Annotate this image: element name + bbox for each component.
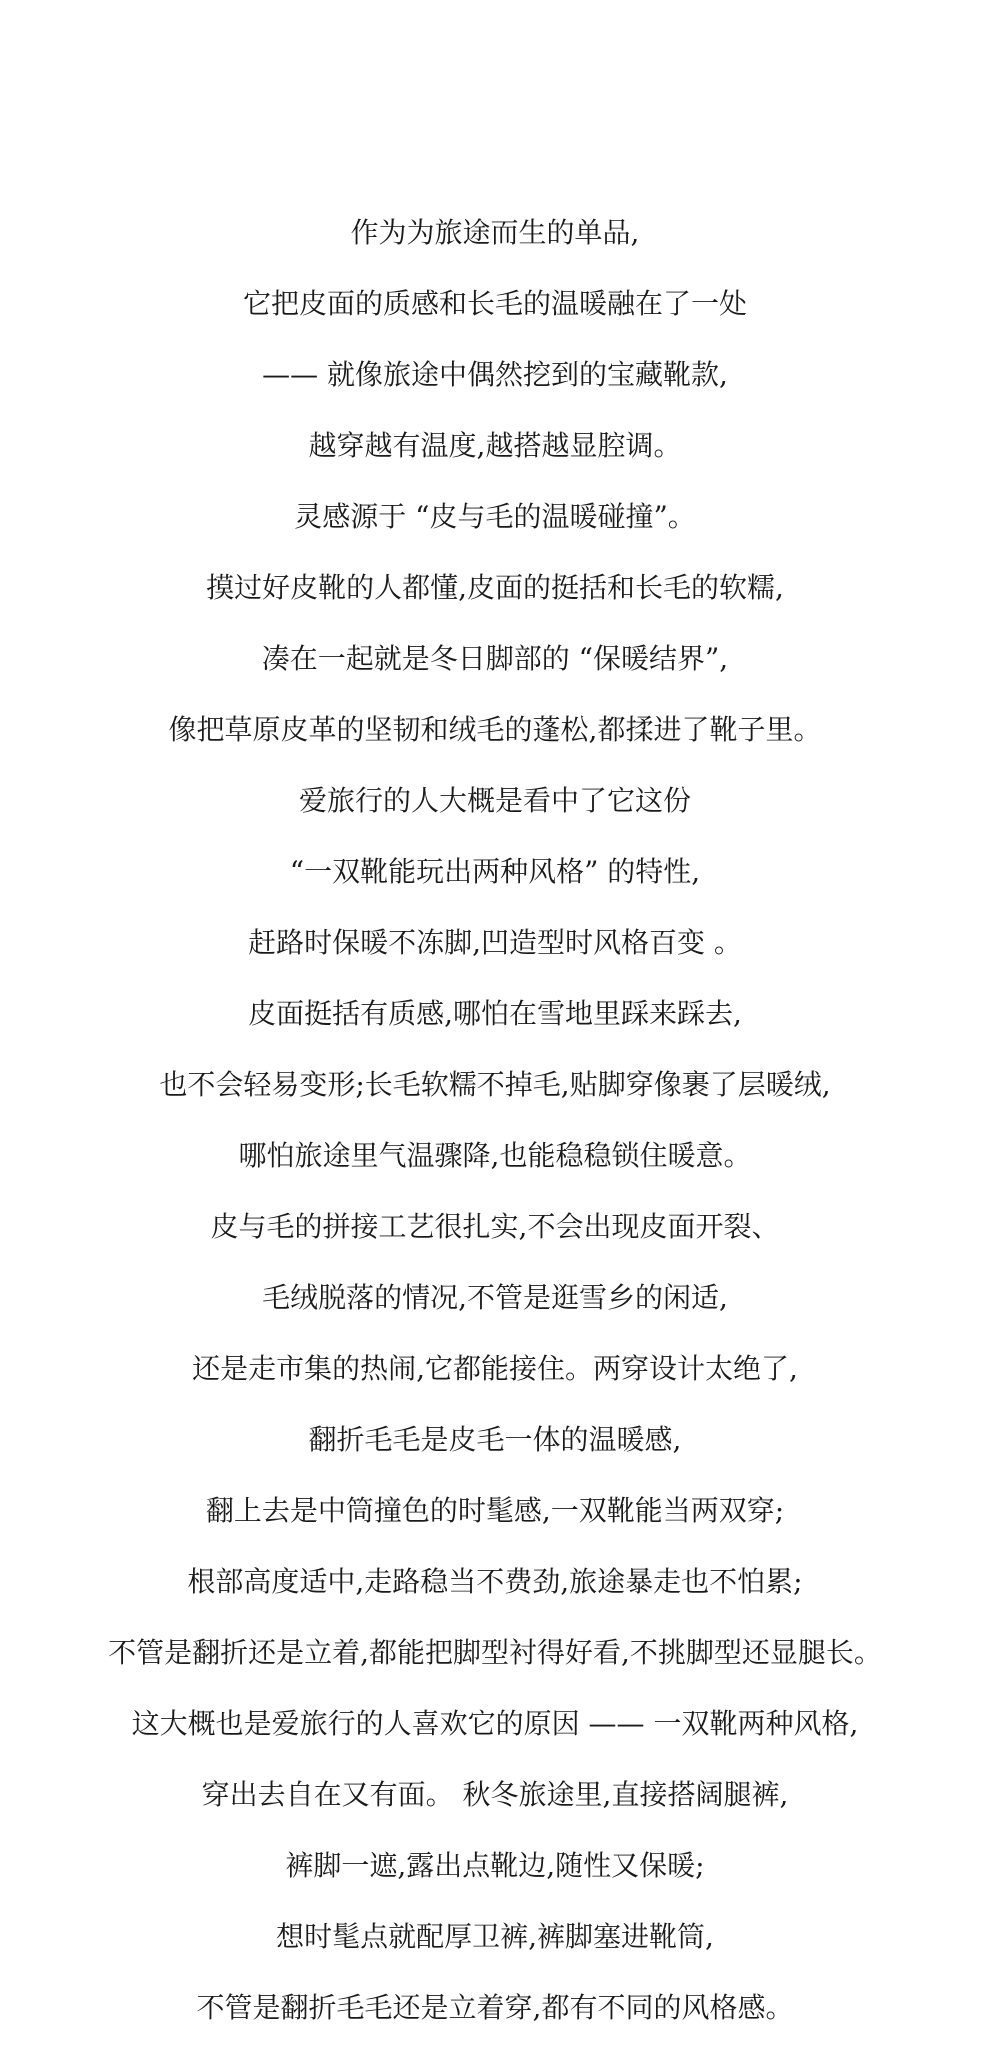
text-line: 像把草原皮革的坚韧和绒毛的蓬松,都揉进了靴子里。: [168, 713, 822, 746]
text-line: 这大概也是爱旅行的人喜欢它的原因 —— 一双靴两种风格,: [131, 1707, 859, 1740]
text-line: “一双靴能玩出两种风格” 的特性,: [289, 855, 701, 888]
text-line: —— 就像旅途中偶然挖到的宝藏靴款,: [262, 358, 728, 391]
text-line: 作为为旅途而生的单品,: [350, 216, 640, 249]
text-line: 根部高度适中,走路稳当不费劲,旅途暴走也不怕累;: [187, 1565, 803, 1598]
text-line: 爱旅行的人大概是看中了它这份: [298, 784, 691, 817]
text-line: 凑在一起就是冬日脚部的 “保暖结界”,: [261, 642, 729, 675]
text-line: 赶路时保暖不冻脚,凹造型时风格百变 。: [248, 926, 742, 959]
text-line: 灵感源于 “皮与毛的温暖碰撞”。: [294, 500, 696, 533]
text-line: 穿出去自在又有面。 秋冬旅途里,直接搭阔腿裤,: [201, 1778, 789, 1811]
text-line: 毛绒脱落的情况,不管是逛雪乡的闲适,: [262, 1281, 728, 1314]
text-line: 摸过好皮靴的人都懂,皮面的挺括和长毛的软糯,: [206, 571, 784, 604]
text-line: 裤脚一遮,露出点靴边,随性又保暖;: [285, 1849, 705, 1882]
text-line: 皮与毛的拼接工艺很扎实,不会出现皮面开裂、: [210, 1210, 780, 1243]
text-line: 皮面挺括有质感,哪怕在雪地里踩来踩去,: [248, 997, 742, 1030]
text-line: 不管是翻折还是立着,都能把脚型衬得好看,不挑脚型还显腿长。: [108, 1636, 882, 1669]
text-line: 它把皮面的质感和长毛的温暖融在了一处: [242, 287, 747, 320]
article-body: [0, 204, 990, 2050]
text-line: 想时髦点就配厚卫裤,裤脚塞进靴筒,: [276, 1920, 714, 1953]
text-line: 翻折毛毛是皮毛一体的温暖感,: [308, 1423, 682, 1456]
text-line: 还是走市集的热闹,它都能接住。两穿设计太绝了,: [192, 1352, 798, 1385]
text-line: 翻上去是中筒撞色的时髦感,一双靴能当两双穿;: [205, 1494, 785, 1527]
text-line: 越穿越有温度,越搭越显腔调。: [308, 429, 682, 462]
text-line: 哪怕旅途里气温骤降,也能稳稳锁住暖意。: [238, 1139, 752, 1172]
text-line: 也不会轻易变形;长毛软糯不掉毛,贴脚穿像裹了层暖绒,: [159, 1068, 831, 1101]
text-line: 不管是翻折毛毛还是立着穿,都有不同的风格感。: [196, 1991, 794, 2024]
